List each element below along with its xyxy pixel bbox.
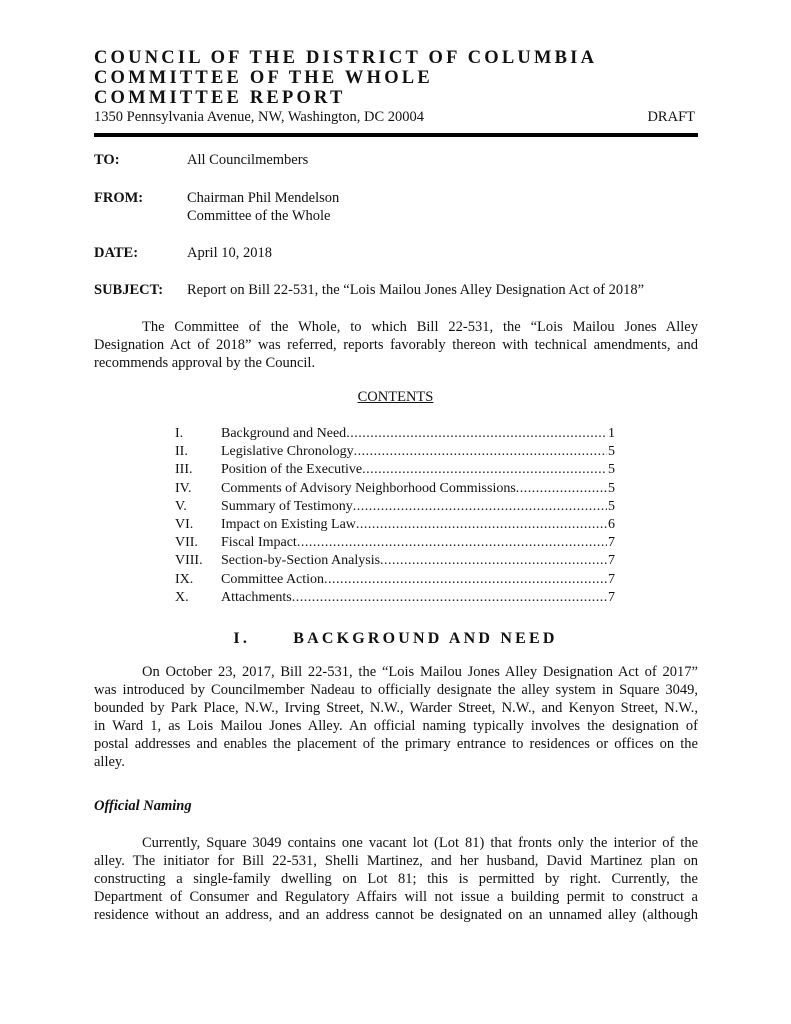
paragraph-line: alley. The initiator for Bill 22-531, Shelli Martinez, and her husband, David Martinez plan on	[94, 853, 698, 869]
toc-item-title: Committee Action	[221, 571, 325, 587]
table-of-contents	[175, 425, 615, 607]
toc-item	[175, 425, 615, 443]
paragraph-line: postal addresses and enables the placement of the primary entrance to residences or offices on the	[94, 736, 698, 752]
paragraph-line: alley.	[94, 754, 125, 770]
contents-title: CONTENTS	[357, 389, 434, 405]
toc-leader-dots	[297, 534, 607, 552]
paragraph-line: Department of Consumer and Regulatory Affairs will not issue a building permit to construct a	[94, 889, 698, 905]
paragraph-line: residence without an address, and an address cannot be designated on an unnamed alley (although	[94, 907, 698, 923]
toc-item-page: 5	[608, 444, 615, 460]
toc-item	[175, 461, 615, 479]
draft-label: DRAFT	[647, 109, 695, 125]
toc-item	[175, 516, 615, 534]
toc-item-title: Attachments	[221, 589, 292, 605]
subject-value: Report on Bill 22-531, the “Lois Mailou Jones Alley Designation Act of 2018”	[187, 282, 645, 298]
toc-item-title: Comments of Advisory Neighborhood Commissions	[221, 480, 516, 496]
toc-item-number: III.	[175, 462, 193, 478]
toc-item-page: 5	[608, 462, 615, 478]
council-address: 1350 Pennsylvania Avenue, NW, Washington, DC 20004	[94, 109, 425, 125]
date-label: DATE:	[94, 245, 139, 261]
from-label: FROM:	[94, 190, 144, 206]
toc-item-page: 7	[608, 553, 615, 569]
toc-item-number: IX.	[175, 571, 194, 587]
toc-item-number: I.	[175, 426, 184, 441]
council-name: COUNCIL OF THE DISTRICT OF COLUMBIA	[94, 48, 598, 68]
toc-item-title: Fiscal Impact	[221, 535, 297, 551]
toc-leader-dots	[380, 552, 607, 570]
date-value: April 10, 2018	[187, 245, 272, 261]
toc-item-page: 5	[608, 498, 615, 514]
paragraph-line: in Ward 1, as Lois Mailou Jones Alley. An official naming typically involves the designation of	[94, 718, 698, 734]
toc-item-page: 1	[608, 426, 615, 441]
paragraph-line: was introduced by Councilmember Nadeau to officially designate the alley system in Square 3049,	[94, 682, 698, 698]
paragraph-line: Currently, Square 3049 contains one vacant lot (Lot 81) that fronts only the interior of the	[142, 835, 698, 851]
to-value: All Councilmembers	[187, 152, 309, 168]
toc-leader-dots	[362, 461, 607, 479]
toc-leader-dots	[324, 571, 607, 589]
toc-item-title: Summary of Testimony	[221, 498, 353, 514]
toc-item-number: V.	[175, 498, 187, 514]
toc-leader-dots	[346, 425, 607, 443]
intro-line: Designation Act of 2018” was referred, reports favorably thereon with technical amendments, and	[94, 337, 698, 353]
toc-item-number: VII.	[175, 535, 198, 551]
to-label: TO:	[94, 152, 120, 168]
toc-item-title: Section-by-Section Analysis	[221, 553, 381, 569]
toc-item	[175, 480, 615, 498]
header-rule	[94, 133, 698, 137]
subject-label: SUBJECT:	[94, 282, 164, 298]
intro-line: The Committee of the Whole, to which Bill 22-531, the “Lois Mailou Jones Alley	[142, 319, 698, 335]
toc-leader-dots	[354, 443, 607, 461]
toc-item	[175, 443, 615, 461]
from-value-name: Chairman Phil Mendelson	[187, 190, 340, 206]
toc-item-number: VIII.	[175, 553, 203, 569]
background-paragraph	[94, 663, 698, 771]
toc-item-title: Position of the Executive	[221, 462, 363, 478]
toc-item-number: VI.	[175, 516, 194, 532]
toc-item-page: 5	[608, 480, 615, 496]
toc-leader-dots	[516, 480, 607, 498]
toc-item-page: 7	[608, 535, 615, 551]
paragraph-line: On October 23, 2017, Bill 22-531, the “Lois Mailou Jones Alley Designation Act of 2017”	[142, 664, 698, 680]
toc-item-title: Impact on Existing Law	[221, 516, 356, 532]
intro-line: recommends approval by the Council.	[94, 355, 316, 371]
toc-item	[175, 571, 615, 589]
toc-leader-dots	[356, 516, 607, 534]
official-naming-paragraph	[94, 834, 698, 924]
toc-item-number: IV.	[175, 480, 192, 496]
toc-item-number: X.	[175, 589, 189, 605]
toc-item-number: II.	[175, 444, 188, 460]
toc-item-title: Background and Need	[221, 426, 347, 441]
section-heading: I. BACKGROUND AND NEED	[233, 630, 558, 647]
toc-item-title: Legislative Chronology	[221, 444, 354, 460]
toc-item-page: 7	[608, 589, 615, 605]
from-value-committee: Committee of the Whole	[187, 208, 331, 224]
report-type: COMMITTEE REPORT	[94, 88, 346, 108]
committee-name: COMMITTEE OF THE WHOLE	[94, 68, 433, 88]
toc-item	[175, 534, 615, 552]
subsection-heading: Official Naming	[94, 798, 192, 814]
toc-item-page: 6	[608, 516, 615, 532]
toc-item	[175, 589, 615, 607]
paragraph-line: bounded by Park Place, N.W., Irving Street, N.W., Warder Street, N.W., and Kenyon Street, N.W.,	[94, 700, 698, 716]
toc-item-page: 7	[608, 571, 615, 587]
toc-item	[175, 498, 615, 516]
paragraph-line: constructing a single-family dwelling on Lot 81; this is permitted by right. Currently, the	[94, 871, 698, 887]
toc-leader-dots	[353, 498, 607, 516]
toc-leader-dots	[292, 589, 607, 607]
toc-item	[175, 552, 615, 570]
intro-paragraph	[94, 318, 698, 372]
